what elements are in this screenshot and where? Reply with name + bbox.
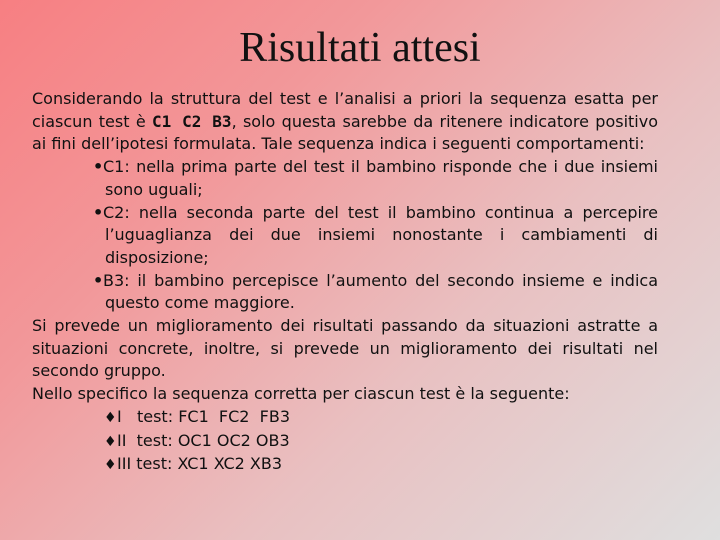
test-label: I test:: [117, 406, 174, 426]
diamond-bullet-icon: ♦: [104, 457, 117, 474]
bullet-icon: •: [93, 270, 104, 290]
intro-text-end: , solo questa sarebbe da ritenere indicatore positivo ai fini dell’ipotesi formulata. Tale sequenza indica i seguenti comportamenti:: [32, 111, 658, 154]
test-sequence: OC1 OC2 OB3: [177, 430, 290, 450]
expectation-paragraph: Si prevede un miglioramento dei risultati passando da situazioni astratte a situazioni concrete, inoltre, si prevede un miglioramento dei risultati nel secondo gruppo.: [32, 316, 658, 381]
test-sequence: FC1 FC2 FB3: [178, 406, 290, 426]
slide-body: [32, 88, 658, 477]
behaviour-item-c2: [93, 202, 658, 270]
bullet-icon: •: [93, 157, 104, 177]
behaviour-item-b3: [93, 270, 658, 315]
intro-paragraph: [32, 88, 658, 156]
test-sequence-list: [32, 406, 658, 477]
bullet-icon: •: [93, 202, 104, 222]
test-line-1: [104, 406, 658, 430]
test-label: III test:: [117, 454, 173, 474]
behaviour-list: [32, 156, 658, 315]
test-sequence: XC1 XC2 XB3: [177, 454, 283, 474]
test-line-2: [104, 430, 658, 454]
intro-sequence: C1 C2 B3: [152, 111, 232, 131]
behaviour-text: C1: nella prima parte del test il bambino risponde che i due insiemi sono uguali;: [103, 157, 658, 199]
diamond-bullet-icon: ♦: [104, 433, 117, 450]
slide-title: Risultati attesi: [239, 25, 481, 71]
sequence-intro-paragraph: Nello specifico la sequenza corretta per ciascun test è la seguente:: [32, 384, 570, 404]
intro-text-start: Considerando la struttura del test e l’analisi a priori la sequenza esatta per ciascun test è: [32, 89, 658, 131]
behaviour-text: C2: nella seconda parte del test il bambino continua a percepire l’uguaglianza dei due insiemi nonostante i cambiamenti di disposizione;: [103, 202, 658, 267]
test-label: II test:: [117, 430, 173, 450]
diamond-bullet-icon: ♦: [104, 409, 117, 426]
behaviour-text: B3: il bambino percepisce l’aumento del secondo insieme e indica questo come maggiore.: [103, 270, 658, 313]
behaviour-item-c1: [93, 156, 658, 201]
test-line-3: [104, 453, 658, 477]
